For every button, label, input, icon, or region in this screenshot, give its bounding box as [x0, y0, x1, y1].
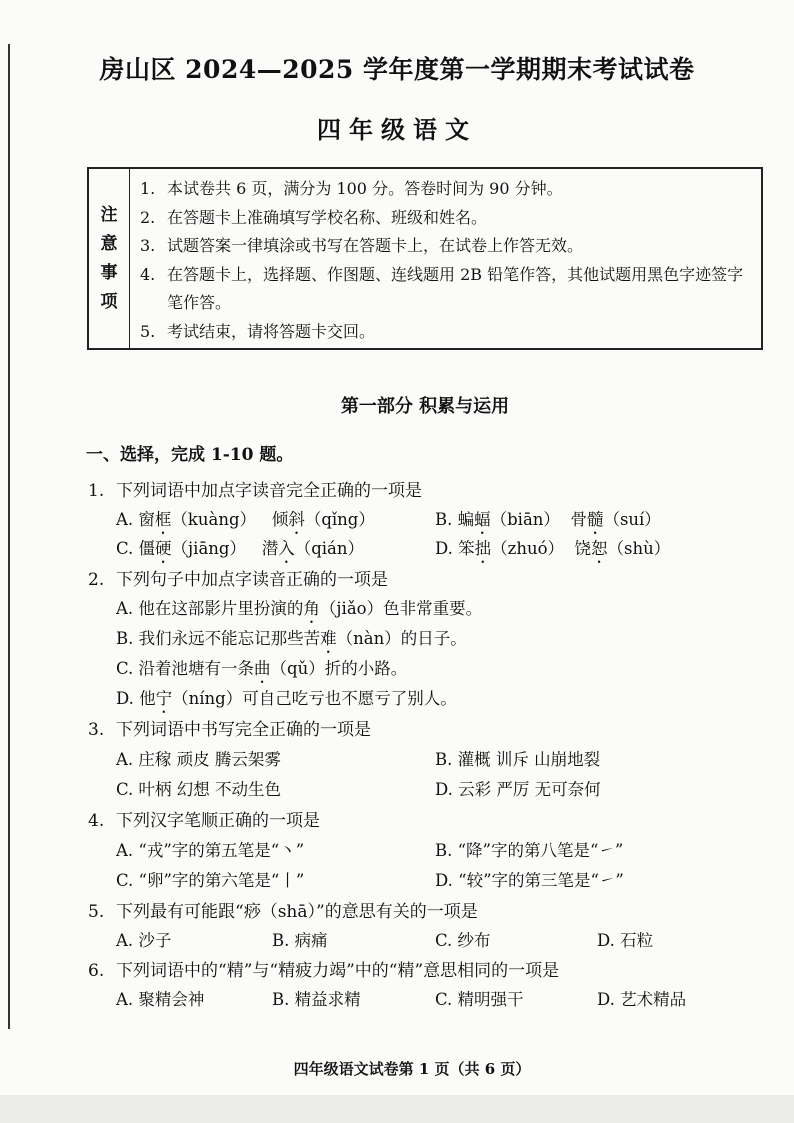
question-number: 1.	[88, 481, 105, 501]
page-footer: 四年级语文试卷第 1 页（共 6 页）	[293, 1060, 531, 1078]
q6-option-b: B. 精益求精	[272, 990, 361, 1009]
option-char: 笨	[458, 539, 475, 558]
notice-item-number: 1.	[140, 179, 156, 198]
notice-item-number: 4.	[140, 264, 156, 284]
dotted-char: 角	[303, 599, 320, 618]
exam-subtitle: 四年级语文	[317, 115, 477, 144]
option-char: 骨	[570, 510, 587, 529]
binding-margin-line	[8, 44, 10, 1029]
exam-title: 房山区 2024—2025 学年度第一学期期末考试试卷	[99, 55, 695, 84]
option-text: （níng）可自己吃亏也不愿亏了别人。	[172, 689, 457, 708]
notice-item	[140, 261, 753, 318]
option-label: C.	[116, 539, 134, 558]
q6-option-d: D. 艺术精品	[597, 990, 687, 1009]
notice-label-char: 项	[100, 291, 118, 312]
question-number: 5.	[88, 902, 105, 922]
notice-box	[87, 167, 763, 350]
option-text: （jiǎo）色非常重要。	[319, 599, 483, 618]
dotted-char: 斜	[288, 510, 305, 529]
question-2	[88, 565, 388, 590]
notice-item	[140, 204, 753, 233]
dotted-char: 宁	[155, 689, 173, 708]
option-label: B.	[435, 510, 453, 529]
notice-item-number: 2.	[140, 207, 156, 227]
notice-label-char: 意	[100, 233, 118, 254]
pinyin: （biān）	[490, 510, 560, 529]
question-stem: 下列最有可能跟“痧（shā）”的意思有关的一项是	[116, 902, 478, 922]
question-3	[88, 715, 371, 740]
option-char: 饶	[574, 539, 592, 558]
q2-option-d	[116, 685, 457, 717]
q5-option-a: A. 沙子	[116, 931, 172, 950]
question-stem: 下列词语中的“精”与“精疲力竭”中的“精”意思相同的一项是	[116, 961, 560, 981]
option-label: A.	[116, 510, 134, 529]
question-1	[88, 476, 422, 501]
dotted-char: 难	[320, 629, 337, 648]
q5-option-c: C. 纱布	[435, 931, 491, 950]
notice-item-number: 3.	[140, 236, 156, 256]
q5-option-d: D. 石粒	[597, 931, 654, 950]
notice-item-number: 5.	[140, 321, 156, 341]
question-stem: 下列词语中加点字读音完全正确的一项是	[116, 481, 422, 501]
notice-item-text: 在答题卡上准确填写学校名称、班级和姓名。	[167, 207, 488, 227]
option-char: 蝙	[457, 510, 475, 529]
option-text: （nàn）的日子。	[336, 629, 467, 648]
dotted-char: 入	[278, 539, 295, 558]
question-6	[88, 956, 559, 981]
option-label: D.	[116, 689, 134, 708]
part-title: 第一部分 积累与运用	[340, 396, 510, 417]
dotted-char: 恕	[591, 539, 608, 558]
option-text: 沿着池塘有一条	[138, 659, 255, 678]
option-label: C.	[116, 659, 134, 678]
notice-label-char: 注	[100, 204, 118, 225]
dotted-char: 曲	[254, 659, 271, 678]
dotted-char: 拙	[474, 539, 492, 558]
dotted-char: 框	[154, 510, 172, 529]
q3-option-a: A. 庄稼 顽皮 腾云架雾	[116, 750, 281, 769]
q2-option-c	[116, 655, 407, 687]
q2-option-b	[116, 625, 467, 657]
pinyin: （shù）	[607, 539, 671, 558]
notice-item-text: 在答题卡上，选择题、作图题、连线题用 2B 铅笔作答，其他试题用黑色字迹签字笔作答。	[167, 264, 744, 313]
q1-option-c	[116, 535, 364, 567]
notice-label-char: 事	[100, 262, 118, 283]
question-number: 3.	[88, 720, 105, 740]
option-text: 我们永远不能忘记那些苦	[138, 629, 321, 648]
q4-option-d: D. “较”字的第三笔是“㇀”	[435, 871, 624, 890]
q6-option-c: C. 精明强干	[435, 990, 524, 1009]
pinyin: （qǐng）	[304, 510, 375, 529]
option-char: 僵	[138, 539, 156, 558]
notice-item	[140, 232, 753, 261]
option-text: （qǔ）折的小路。	[270, 659, 408, 678]
notice-item-text: 考试结束，请将答题卡交回。	[167, 321, 376, 341]
question-number: 2.	[88, 570, 105, 590]
q1-option-d	[435, 535, 670, 567]
question-number: 6.	[88, 961, 105, 981]
pinyin: （jiāng）	[171, 539, 246, 558]
pinyin: （qián）	[294, 539, 365, 558]
dotted-char: 髓	[586, 510, 604, 529]
option-text: 他在这部影片里扮演的	[138, 599, 304, 618]
q4-option-c: C. “卵”字的第六笔是“丨”	[116, 871, 305, 890]
question-stem: 下列汉字笔顺正确的一项是	[116, 811, 320, 831]
pinyin: （kuàng）	[171, 510, 257, 529]
q1-option-b	[435, 506, 661, 538]
notice-item	[140, 318, 753, 347]
q3-option-c: C. 叶柄 幻想 不动生色	[116, 780, 282, 799]
option-label: B.	[116, 629, 134, 648]
q1-option-a	[116, 506, 375, 538]
section-title: 一、选择，完成 1-10 题。	[86, 445, 294, 465]
notice-item-text: 本试卷共 6 页，满分为 100 分。答卷时间为 90 分钟。	[167, 179, 563, 198]
option-text: 他	[139, 689, 156, 708]
question-stem: 下列词语中书写完全正确的一项是	[116, 720, 371, 740]
question-stem: 下列句子中加点字读音正确的一项是	[116, 570, 388, 590]
notice-item-text: 试题答案一律填涂或书写在答题卡上，在试卷上作答无效。	[167, 236, 584, 256]
q3-option-d: D. 云彩 严厉 无可奈何	[435, 780, 601, 799]
option-label: A.	[116, 599, 134, 618]
pinyin: （suí）	[603, 510, 661, 529]
q5-option-b: B. 病痛	[272, 931, 328, 950]
question-number: 4.	[88, 811, 105, 831]
option-char: 潜	[261, 539, 279, 558]
option-label: D.	[435, 539, 453, 558]
scan-bottom-shade	[0, 1095, 794, 1123]
q6-option-a: A. 聚精会神	[116, 990, 205, 1009]
q3-option-b: B. 灌概 训斥 山崩地裂	[435, 750, 601, 769]
notice-item	[140, 175, 753, 204]
notice-label	[89, 169, 130, 348]
dotted-char: 蝠	[474, 510, 491, 529]
q4-option-b: B. “降”字的第八笔是“㇀”	[435, 841, 624, 860]
pinyin: （zhuó）	[491, 539, 565, 558]
dotted-char: 硬	[155, 539, 172, 558]
question-4	[88, 806, 320, 831]
option-char: 窗	[138, 510, 155, 529]
q4-option-a: A. “戎”字的第五笔是“丶”	[116, 841, 305, 860]
q2-option-a	[116, 595, 482, 627]
notice-list	[130, 169, 761, 348]
option-char: 倾	[271, 510, 289, 529]
question-5	[88, 897, 478, 922]
